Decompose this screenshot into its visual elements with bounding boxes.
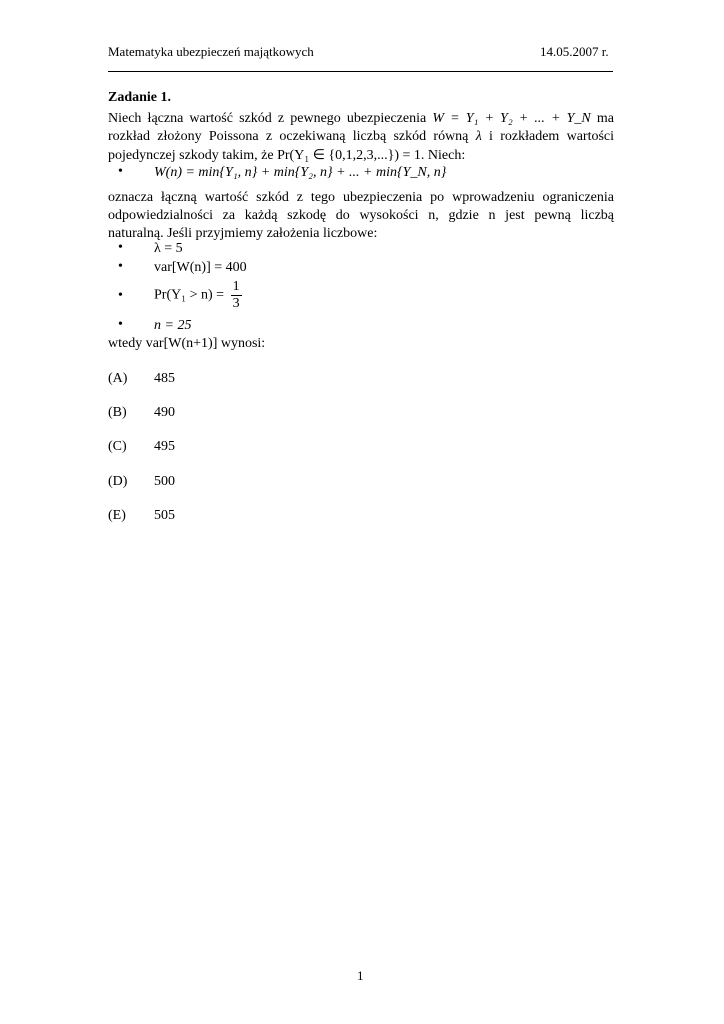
question-end: wynosi: [220,336,266,351]
option-c-label: (C) [108,439,127,454]
probability-lhs: Pr(Y₁ > n) = [154,287,225,303]
task-line-2-end: i rozkładem wartości [489,129,615,144]
header-divider [108,71,613,72]
lambda-symbol: λ [475,129,482,144]
task-line-3-end: . Niech: [420,148,466,163]
fraction [231,279,242,312]
option-c-value: 495 [154,439,175,454]
option-a-value: 485 [154,371,175,386]
bullet-icon: • [118,164,123,179]
option-d-value: 500 [154,474,175,489]
task-line-1 [108,110,614,128]
option-b-value: 490 [154,405,175,420]
para-line-1: oznacza łączną wartość szkód z tego ubezpieczenia po wprowadzeniu ograniczenia [108,190,614,205]
task-line-3-formula: Pr(Y₁ ∈ {0,1,2,3,...}) = 1 [277,148,421,163]
question-formula: var[W(n+1)] [145,336,218,351]
bullet-icon: • [118,240,123,255]
assumption-lambda: λ = 5 [154,241,183,256]
task-line-3 [108,147,465,165]
para-line-3: naturalną. Jeśli przyjmiemy założenia liczbowe: [108,226,378,241]
option-e-label: (E) [108,508,126,523]
assumption-variance: var[W(n)] = 400 [154,260,247,275]
fraction-numerator: 1 [232,279,240,294]
option-a-label: (A) [108,371,128,386]
task-line-2-text: rozkład złożony Poissona z oczekiwaną liczbą szkód równą [108,129,469,144]
para-line-2: odpowiedzialności za każdą szkodę do wysokości n, gdzie n jest pewną liczbą [108,208,614,223]
header-subject: Matematyka ubezpieczeń majątkowych [108,44,314,59]
option-e-value: 505 [154,508,175,523]
assumption-probability [154,279,242,312]
fraction-denominator: 3 [232,296,240,311]
task-line-1-end: ma [596,111,615,126]
task-line-1-formula: W = Y₁ + Y₂ + ... + Y_N [432,111,591,126]
question-line [108,335,265,353]
question-text: wtedy [108,336,143,351]
task-line-3-text: pojedynczej szkody takim, że [108,148,274,163]
option-d-label: (D) [108,474,128,489]
definition-formula: W(n) = min{Y₁, n} + min{Y₂, n} + ... + min{Y_N, n} [154,165,447,180]
bullet-icon: • [118,288,123,303]
task-title: Zadanie 1. [108,90,172,105]
page-number: 1 [357,968,364,983]
bullet-icon: • [118,317,123,332]
bullet-icon: • [118,259,123,274]
task-line-2 [108,128,614,146]
header-date: 14.05.2007 r. [540,44,609,59]
task-line-1-text: Niech łączna wartość szkód z pewnego ubezpieczenia [108,111,427,126]
assumption-n: n = 25 [154,318,192,333]
option-b-label: (B) [108,405,127,420]
